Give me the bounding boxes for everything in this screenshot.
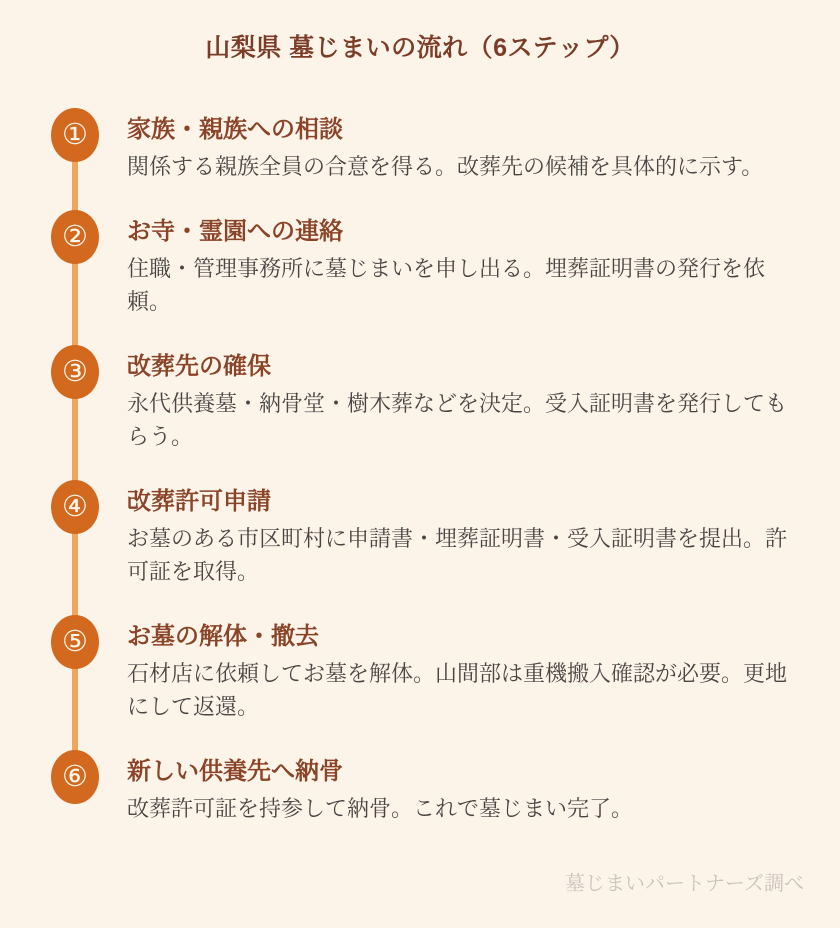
step-content: [127, 216, 799, 318]
step-row-4: [0, 486, 840, 588]
step-number-badge-6: ⑥: [51, 750, 99, 804]
step-row-3: [0, 351, 840, 453]
source-attribution: 墓じまいパートナーズ調べ: [565, 873, 804, 895]
step-description: 関係する親族全員の合意を得る。改葬先の候補を具体的に示す。: [127, 154, 764, 179]
step-title: お寺・霊園への連絡: [127, 218, 343, 245]
step-title: 家族・親族への相談: [127, 116, 343, 143]
step-number-badge-4: ④: [51, 480, 99, 534]
step-number-badge-1: ①: [51, 108, 99, 162]
step-description: 石材店に依頼してお墓を解体。山間部は重機搬入確認が必要。更地にして返還。: [127, 661, 788, 719]
step-description: お墓のある市区町村に申請書・埋葬証明書・受入証明書を提出。許可証を取得。: [127, 526, 788, 584]
step-row-2: [0, 216, 840, 318]
step-description: 改葬許可証を持参して納骨。これで墓じまい完了。: [127, 796, 634, 821]
step-number-badge-5: ⑤: [51, 615, 99, 669]
step-number-badge-3: ③: [51, 345, 99, 399]
step-content: [127, 756, 799, 825]
steps-timeline: [0, 114, 840, 825]
step-row-6: [0, 756, 840, 825]
step-description: 住職・管理事務所に墓じまいを申し出る。埋葬証明書の発行を依頼。: [127, 256, 766, 314]
step-content: [127, 486, 799, 588]
step-title: 改葬先の確保: [127, 353, 271, 380]
page-title: 山梨県 墓じまいの流れ（6ステップ）: [205, 34, 635, 62]
step-number-badge-2: ②: [51, 210, 99, 264]
step-title: 新しい供養先へ納骨: [127, 758, 343, 785]
step-title: 改葬許可申請: [127, 488, 271, 515]
step-row-5: [0, 621, 840, 723]
step-row-1: [0, 114, 840, 183]
step-description: 永代供養墓・納骨堂・樹木葬などを決定。受入証明書を発行してもらう。: [127, 391, 788, 449]
step-content: [127, 351, 799, 453]
step-title: お墓の解体・撤去: [127, 623, 319, 650]
step-content: [127, 621, 799, 723]
step-content: [127, 114, 799, 183]
